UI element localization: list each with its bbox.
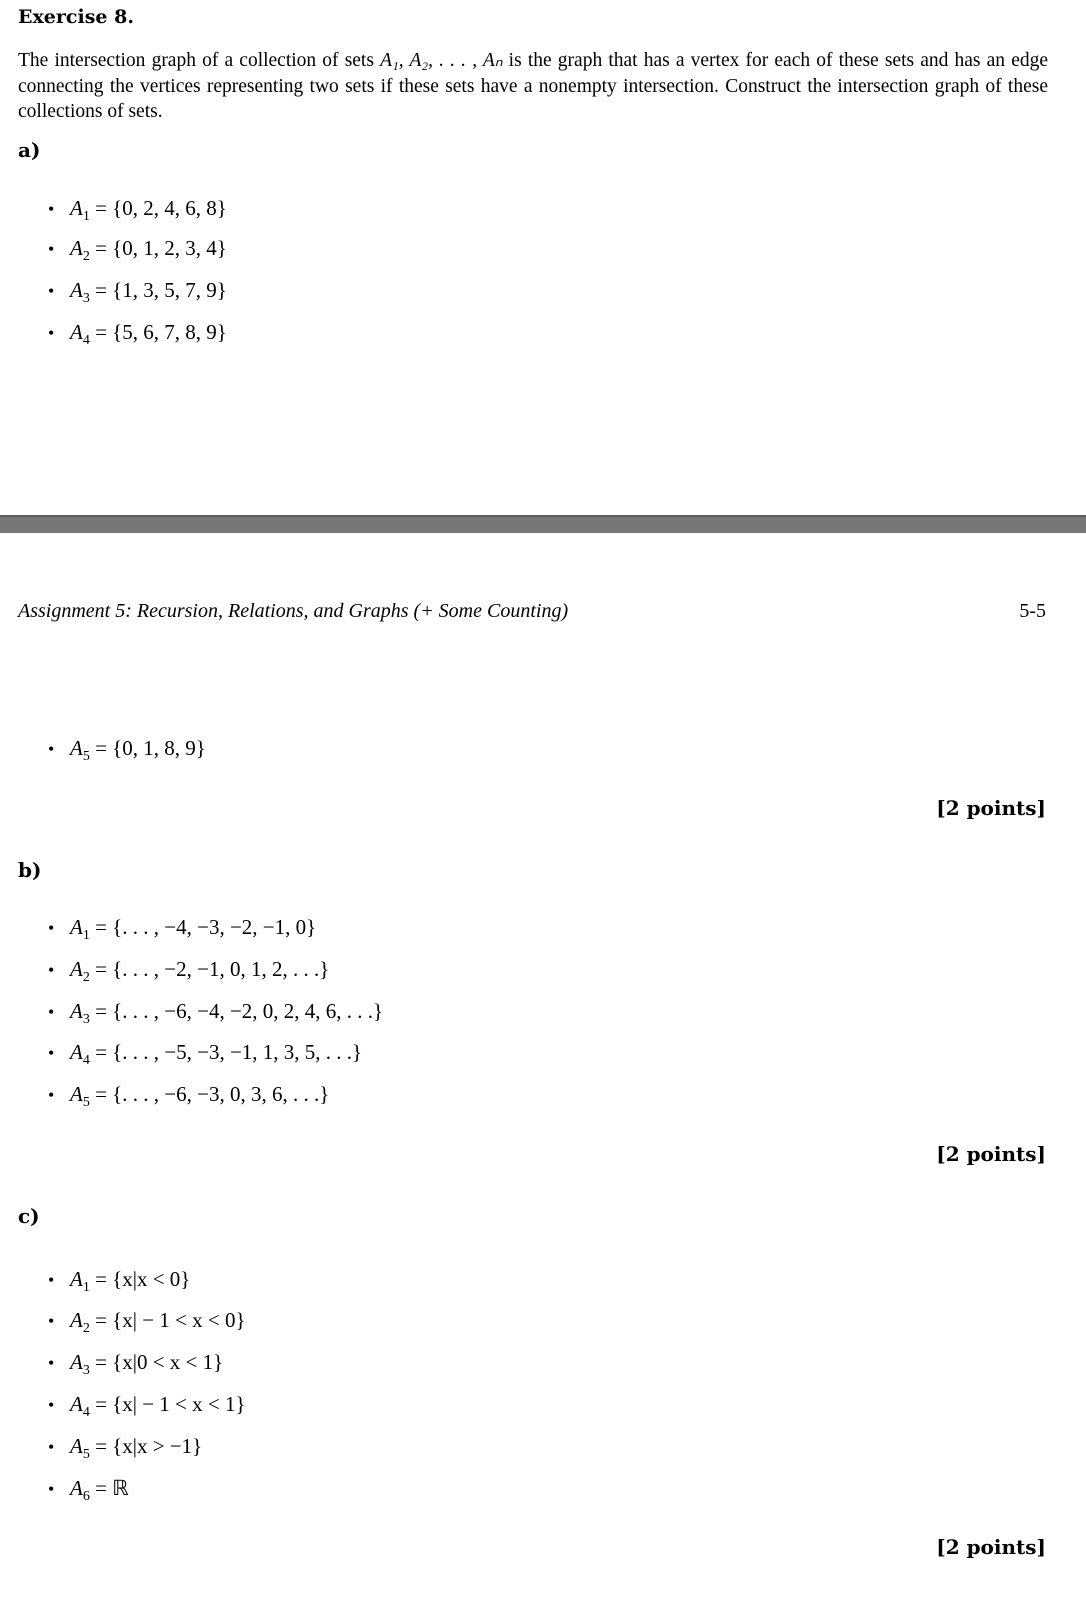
- part-b-points: [2 points]: [936, 1142, 1046, 1166]
- part-b-set-2: • $A_2$ = {. . . , −2, −1, 0, 1, 2, . . .}: [48, 957, 330, 986]
- part-c-set-2: • $A_2 = \{x| - 1 < x < 0\}$: [48, 1308, 246, 1337]
- part-a-points: [2 points]: [936, 796, 1046, 820]
- bullet-icon: •: [48, 281, 55, 301]
- part-a-set-1: • $A_1 = \{0$, 2, 4, 6, 8}: [48, 196, 227, 225]
- part-a-set-5: • $A_5 = \{0$, 1, 8, 9}: [48, 736, 206, 765]
- bullet-icon: •: [48, 1479, 55, 1499]
- page-break-divider: [0, 515, 1086, 533]
- bullet-icon: •: [48, 323, 55, 343]
- bullet-icon: •: [48, 1437, 55, 1457]
- sets-notation: A₁, A₂, . . . , Aₙ: [380, 50, 503, 71]
- intro-text-1: The intersection graph of a collection of sets: [18, 50, 381, 71]
- bullet-icon: •: [48, 1353, 55, 1373]
- bullet-icon: •: [48, 1002, 55, 1022]
- part-c-label: c): [18, 1204, 40, 1228]
- bullet-icon: •: [48, 739, 55, 759]
- part-b-set-5: • $A_5$ = {. . . , −6, −3, 0, 3, 6, . . .}: [48, 1082, 330, 1111]
- part-a-label: a): [18, 138, 41, 162]
- bullet-icon: •: [48, 1085, 55, 1105]
- part-c-set-6: • $A_6$ = ℝ: [48, 1476, 129, 1505]
- bullet-icon: •: [48, 199, 55, 219]
- exercise-title: Exercise 8.: [18, 6, 134, 28]
- part-c-set-5: • $A_5 = \{x|x > -1\}$: [48, 1434, 203, 1463]
- part-b-label: b): [18, 858, 42, 882]
- part-b-set-1: • $A_1$ = {. . . , −4, −3, −2, −1, 0}: [48, 915, 317, 944]
- bullet-icon: •: [48, 1270, 55, 1290]
- part-c-points: [2 points]: [936, 1535, 1046, 1559]
- bullet-icon: •: [48, 918, 55, 938]
- part-a-set-3: • $A_3 = \{1$, 3, 5, 7, 9}: [48, 278, 227, 307]
- intro-text-2: is the graph that has a vertex for each of these sets and has an edge connecting the vertices representing two sets if these sets have a nonempty intersection. Construct the intersection graph of these collections of sets.: [18, 50, 1049, 122]
- part-a-set-4: • $A_4 = \{5$, 6, 7, 8, 9}: [48, 320, 227, 349]
- part-c-set-4: • $A_4 = \{x| - 1 < x < 1\}$: [48, 1392, 246, 1421]
- part-c-set-3: • $A_3 = \{x|0 < x < 1\}$: [48, 1350, 224, 1379]
- bullet-icon: •: [48, 960, 55, 980]
- part-b-set-4: • $A_4$ = {. . . , −5, −3, −1, 1, 3, 5, . . .}: [48, 1040, 363, 1069]
- part-a-set-2: • $A_2 = \{0$, 1, 2, 3, 4}: [48, 236, 227, 265]
- bullet-icon: •: [48, 1395, 55, 1415]
- page-header-title: Assignment 5: Recursion, Relations, and Graphs (+ Some Counting): [18, 600, 569, 622]
- exercise-description: [18, 48, 1048, 125]
- part-c-set-1: • $A_1 = \{x|x < 0\}$: [48, 1267, 191, 1296]
- bullet-icon: •: [48, 239, 55, 259]
- bullet-icon: •: [48, 1311, 55, 1331]
- page-number: 5-5: [1019, 600, 1046, 622]
- bullet-icon: •: [48, 1043, 55, 1063]
- part-b-set-3: • $A_3$ = {. . . , −6, −4, −2, 0, 2, 4, 6, . . .}: [48, 999, 384, 1028]
